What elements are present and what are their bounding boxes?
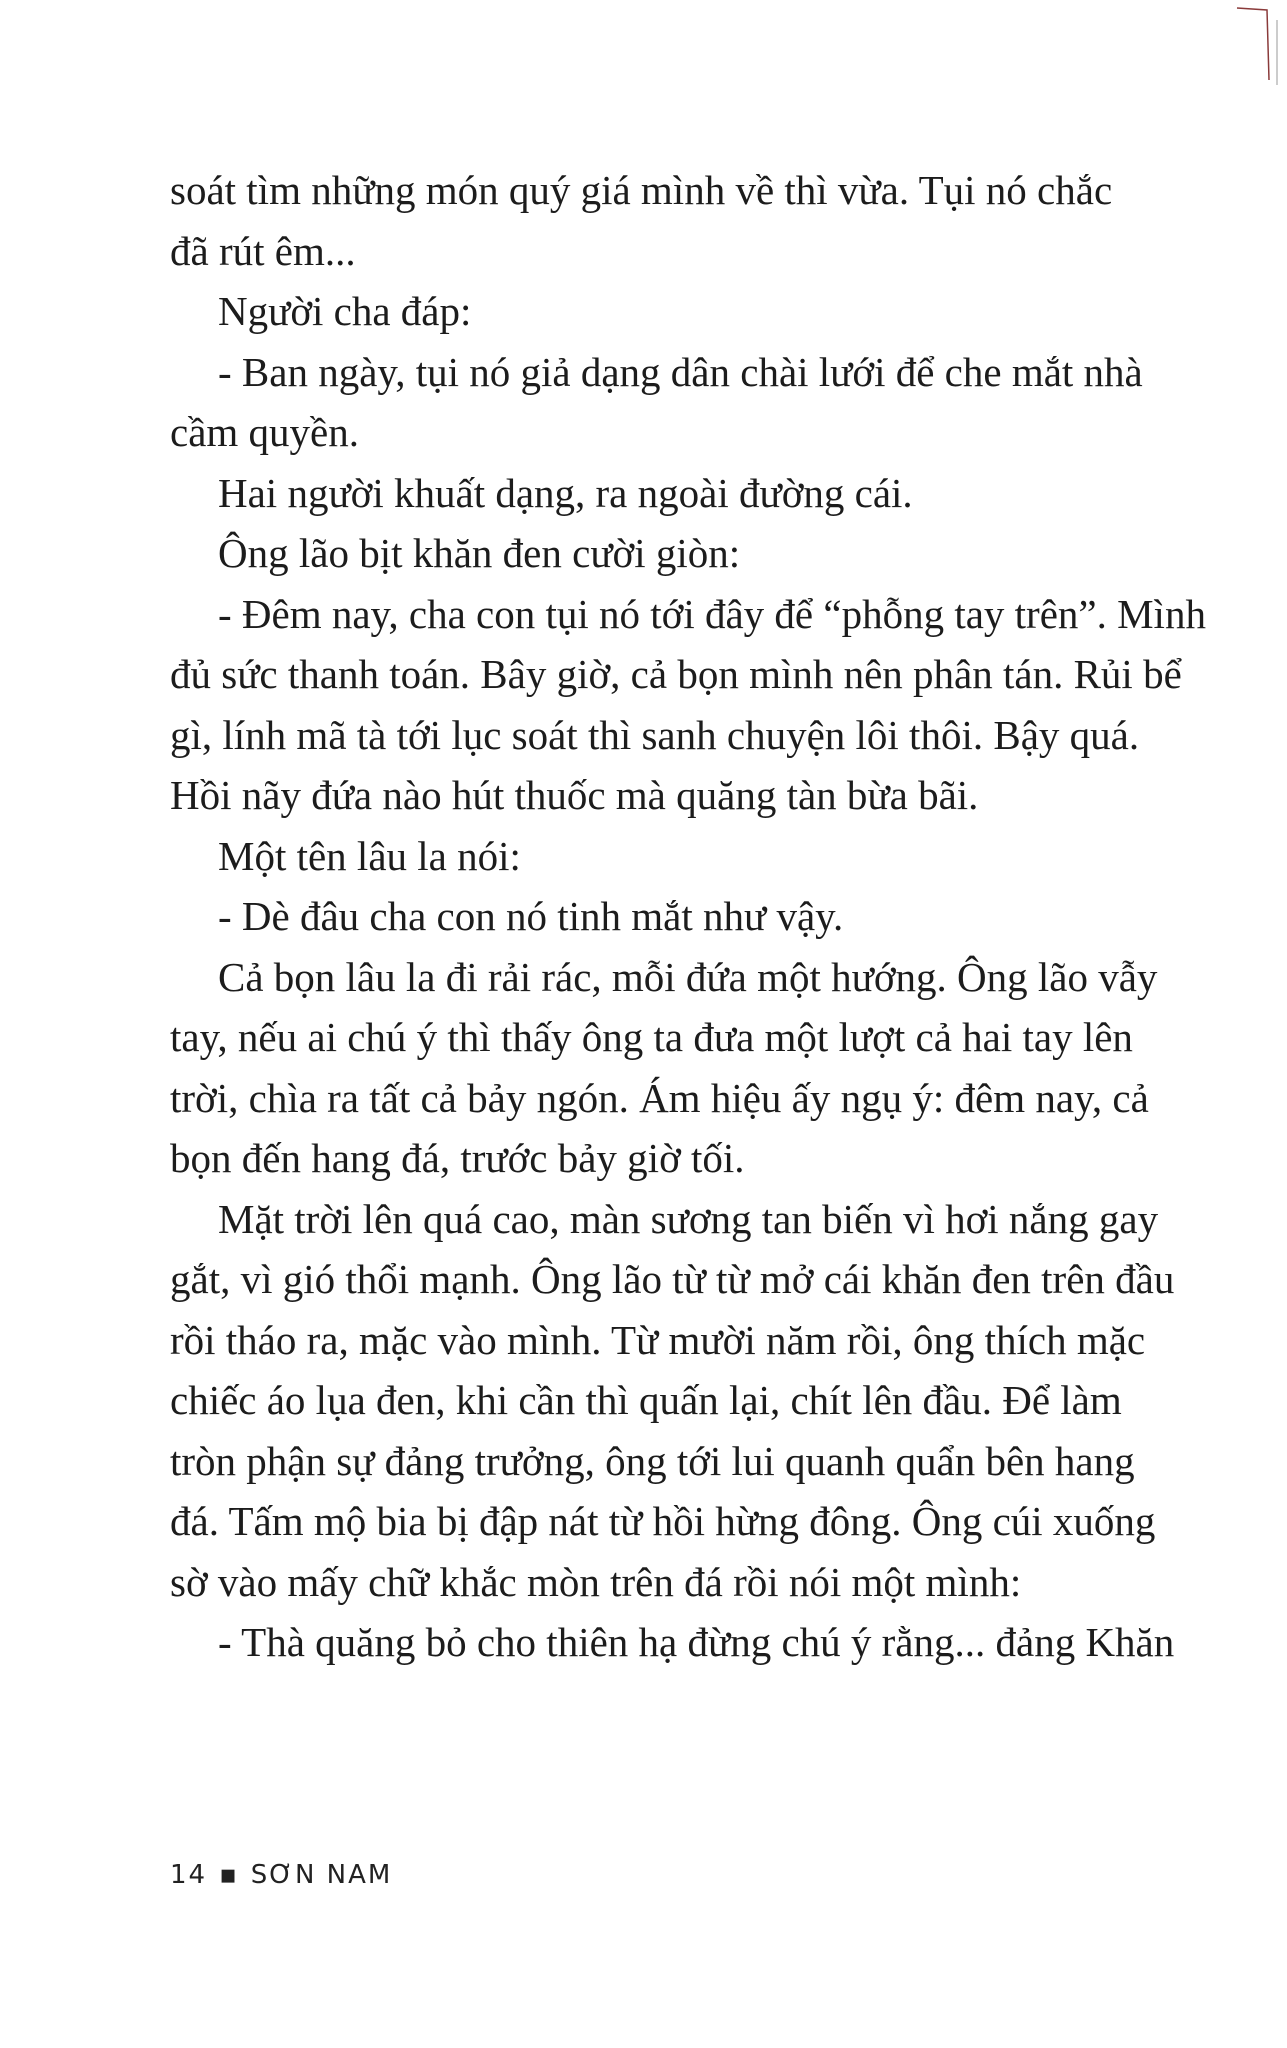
text-line: cầm quyền. (170, 409, 359, 455)
body-text (170, 160, 1206, 1673)
text-line: Hai người khuất dạng, ra ngoài đường cái. (218, 469, 913, 516)
text-line: gì, lính mã tà tới lục soát thì sanh chuyện lôi thôi. Bậy quá. (170, 711, 1140, 758)
text-line: - Đêm nay, cha con tụi nó tới đây để “phỗng tay trên”. Mình (218, 590, 1206, 637)
page-footer (170, 1860, 392, 1890)
text-line: đã rút êm... (170, 227, 356, 274)
text-line: Mặt trời lên quá cao, màn sương tan biến vì hơi nắng gay (218, 1195, 1159, 1242)
text-line: bọn đến hang đá, trước bảy giờ tối. (170, 1135, 745, 1181)
page-corner-mark (1227, 0, 1287, 90)
text-line: sờ vào mấy chữ khắc mòn trên đá rồi nói một mình: (170, 1558, 1022, 1605)
text-line: tròn phận sự đảng trưởng, ông tới lui quanh quẩn bên hang (170, 1437, 1135, 1484)
text-line: Hồi nãy đứa nào hút thuốc mà quăng tàn bừa bãi. (170, 772, 979, 818)
text-line: - Thà quăng bỏ cho thiên hạ đừng chú ý rằng... đảng Khăn (218, 1619, 1175, 1665)
text-line: chiếc áo lụa đen, khi cần thì quấn lại, chít lên đầu. Để làm (170, 1377, 1122, 1423)
text-line: trời, chìa ra tất cả bảy ngón. Ám hiệu ấy ngụ ý: đêm nay, cả (170, 1074, 1149, 1121)
text-line: - Dè đâu cha con nó tinh mắt như vậy. (218, 893, 844, 939)
text-line: Cả bọn lâu la đi rải rác, mỗi đứa một hướng. Ông lão vẫy (218, 953, 1158, 1000)
page-number: 14 (170, 1860, 208, 1890)
footer-separator: ▪ (219, 1860, 239, 1890)
text-line: soát tìm những món quý giá mình về thì vừa. Tụi nó chắc (170, 167, 1113, 213)
text-line: Ông lão bịt khăn đen cười giòn: (218, 530, 741, 576)
text-line: Người cha đáp: (218, 288, 472, 334)
text-line: gắt, vì gió thổi mạnh. Ông lão từ từ mở cái khăn đen trên đầu (170, 1256, 1175, 1302)
text-line: - Ban ngày, tụi nó giả dạng dân chài lưới để che mắt nhà (218, 348, 1143, 395)
text-line: đá. Tấm mộ bia bị đập nát từ hồi hừng đông. Ông cúi xuống (170, 1498, 1156, 1544)
author-name: SƠN NAM (250, 1860, 393, 1890)
text-line: rồi tháo ra, mặc vào mình. Từ mười năm rồi, ông thích mặc (170, 1316, 1146, 1363)
text-line: tay, nếu ai chú ý thì thấy ông ta đưa một lượt cả hai tay lên (170, 1014, 1133, 1060)
text-line: Một tên lâu la nói: (218, 832, 521, 879)
text-line: đủ sức thanh toán. Bây giờ, cả bọn mình nên phân tán. Rủi bể (170, 651, 1182, 697)
